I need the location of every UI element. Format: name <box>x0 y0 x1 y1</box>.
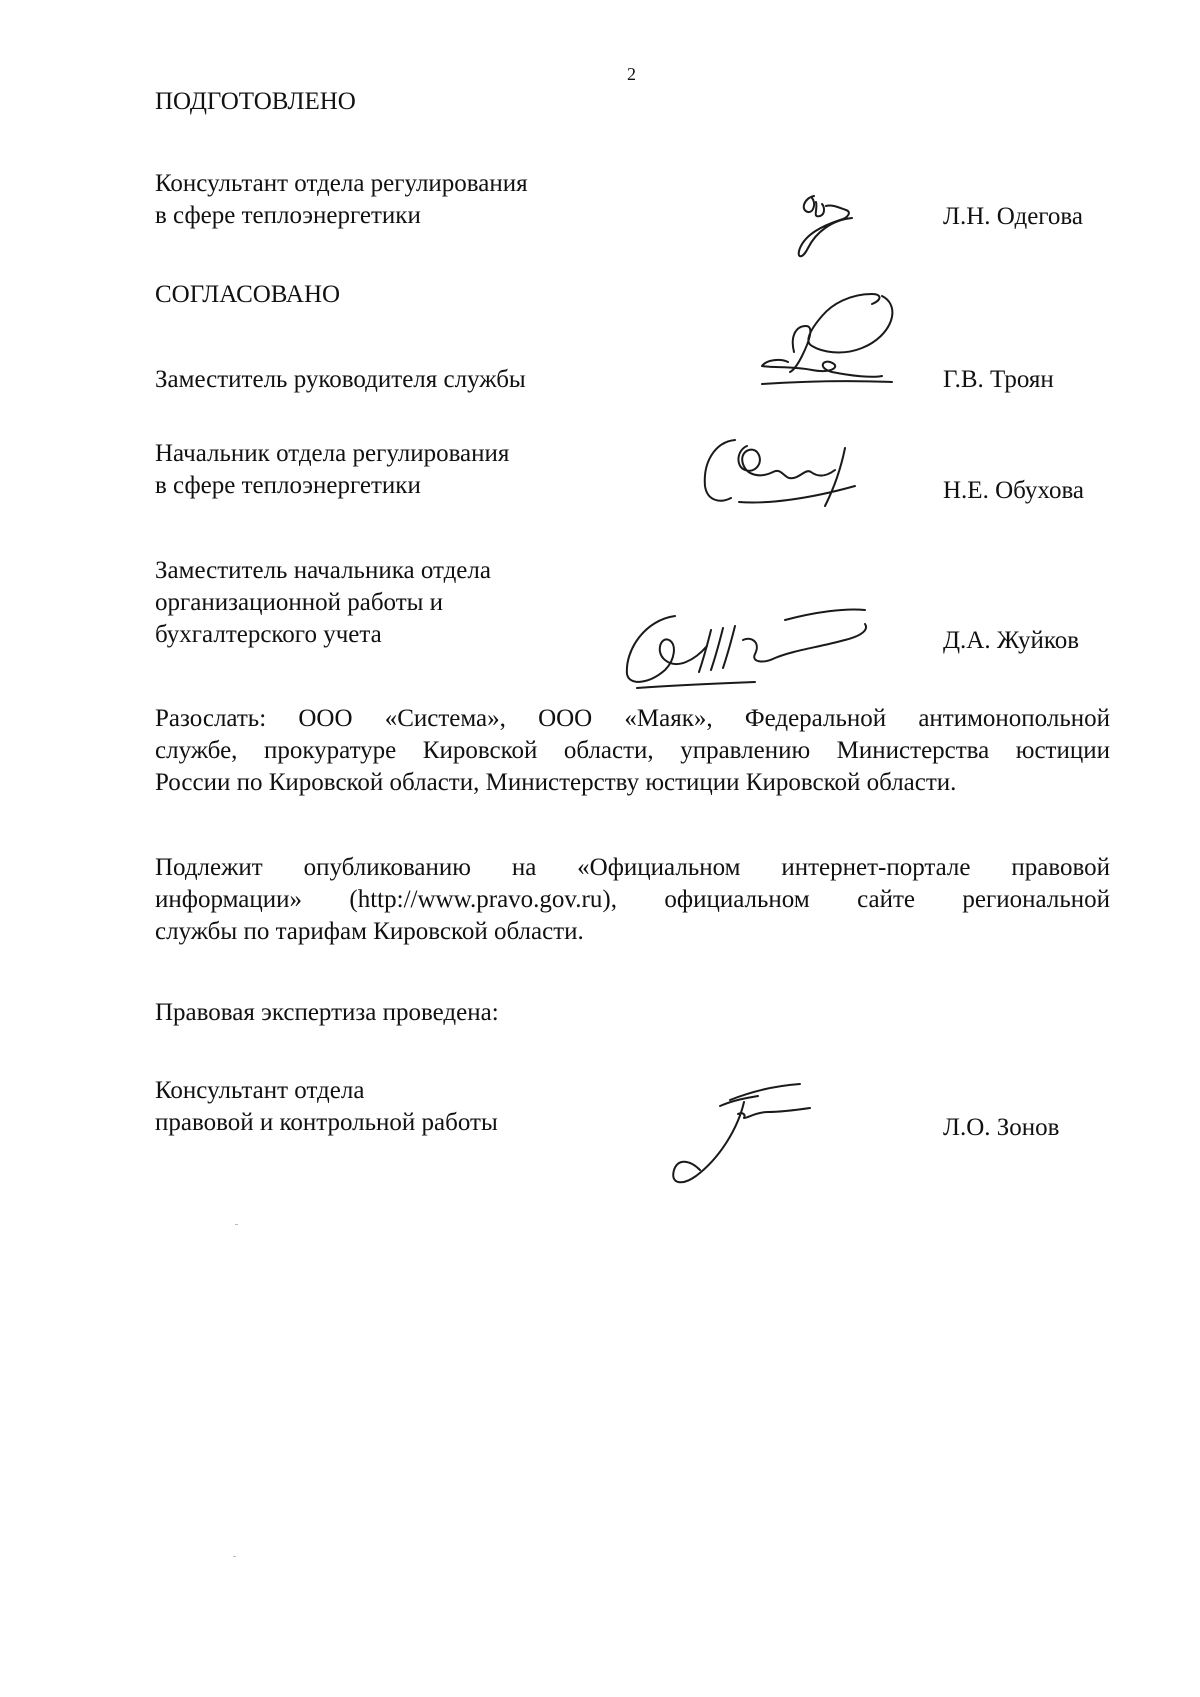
publication-paragraph <box>155 852 1110 948</box>
signer-position: Заместитель руководителя службы <box>155 366 526 393</box>
page-number: 2 <box>627 64 636 84</box>
legal-review-name: Л.О. Зонов <box>943 1114 1060 1141</box>
signer-name: Г.В. Троян <box>943 366 1054 393</box>
signer-position: Начальник отдела регулирования в сфере теплоэнергетики <box>155 440 510 499</box>
distribution-line: Разослать: ООО «Система», ООО «Маяк», Федеральной антимонопольной <box>155 705 1110 732</box>
prepared-name: Л.Н. Одегова <box>943 203 1084 230</box>
signature-zhuykov <box>615 600 885 695</box>
prepared-heading: ПОДГОТОВЛЕНО <box>155 88 356 115</box>
signature-zonov <box>660 1078 830 1193</box>
signer-name: Н.Е. Обухова <box>943 477 1085 504</box>
signer-name: Д.А. Жуйков <box>943 627 1080 654</box>
scan-speck <box>233 1556 236 1557</box>
legal-review-position: Консультант отдела правовой и контрольной работы <box>155 1077 498 1136</box>
signer-position: Заместитель начальника отдела организационной работы и бухгалтерского учета <box>155 557 491 648</box>
publication-line: информации» (http://www.pravo.gov.ru), официальном сайте региональной <box>155 886 1110 913</box>
legal-review-heading: Правовая экспертиза проведена: <box>155 999 499 1026</box>
signature-obukhova <box>695 428 885 523</box>
distribution-paragraph <box>155 703 1110 799</box>
signature-troyan <box>732 286 932 416</box>
prepared-position: Консультант отдела регулирования в сфере теплоэнергетики <box>155 170 528 229</box>
distribution-line: службе, прокуратуре Кировской области, управлению Министерства юстиции <box>155 737 1110 764</box>
scan-speck <box>235 1224 238 1225</box>
distribution-line: России по Кировской области, Министерству юстиции Кировской области. <box>155 769 957 796</box>
publication-line: службы по тарифам Кировской области. <box>155 918 584 945</box>
agreed-heading: СОГЛАСОВАНО <box>155 281 341 308</box>
signature-odegova <box>782 188 892 268</box>
publication-line: Подлежит опубликованию на «Официальном интернет-портале правовой <box>155 854 1110 881</box>
